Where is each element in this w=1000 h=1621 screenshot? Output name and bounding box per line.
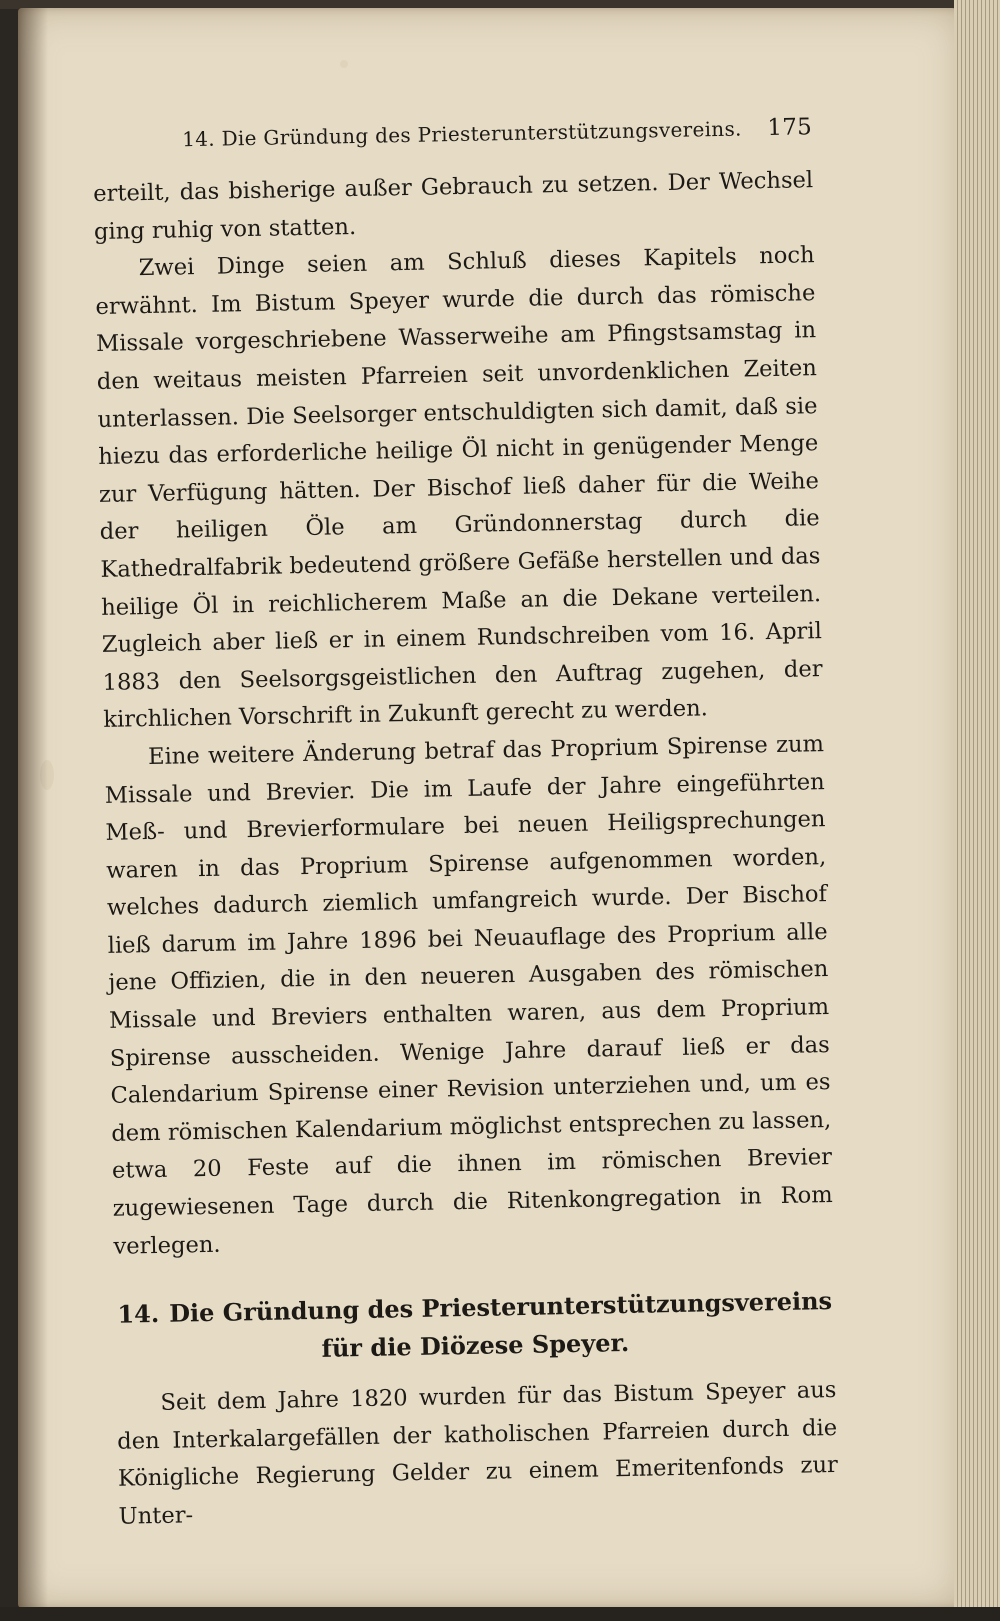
paragraph-continuation: erteilt, das bisherige außer Gebrauch zu setzen. Der Wechsel ging ruhig von statten. [93,167,814,245]
page-number: 175 [767,114,813,142]
section-number: 14. [117,1299,160,1329]
section-body [116,1372,839,1536]
running-head-title: 14. Die Gründung des Priesterunterstützungsvereins. [182,116,742,152]
scanner-bottom-edge [0,1607,1000,1621]
section-title: Die Gründung des Priesterunterstützungsvereins [168,1286,833,1328]
paper-spot [40,760,54,790]
section-heading-line-2: für die Diözese Speyer. [321,1328,630,1364]
stacked-page-edges [954,0,1000,1621]
paragraph: Eine weitere Änderung betraf das Proprium Spirense zum Missale und Brevier. Die im Laufe der Jahre eingeführten Meß- und Brevierformulare bei neuen Heiligsprechungen waren in das Proprium Spirense aufgenommen worden, welches dadurch ziemlich umfangreich wurde. Der Bischof ließ darum im Jahre 1896 bei Neuauflage des Proprium alle jene Offizien, die in den neueren Ausgaben des römischen Missale und Breviers enthalten waren, aus dem Proprium Spirense ausscheiden. Wenige Jahre darauf ließ er das Calendarium Spirense einer Revision unterziehen und, um es dem römischen Kalendarium möglichst entsprechen zu lassen, etwa 20 Feste auf die ihnen im römischen Brevier zugewiesenen Tage durch die Ritenkongregation in Rom verlegen. [104,730,833,1260]
page-content [92,114,839,1536]
paragraph: Seit dem Jahre 1820 wurden für das Bistum Speyer aus den Interkalargefällen der katholischen Pfarreien durch die Königliche Regierung Gelder zu einem Emeritenfonds zur Unter- [116,1377,839,1530]
body-text [93,162,834,1266]
paragraph: Zwei Dinge seien am Schluß dieses Kapitels noch erwähnt. Im Bistum Speyer wurde die durch das römische Missale vorgeschriebene Wasserweihe am Pfingstsamstag in den weitaus meisten Pfarreien seit unvordenklichen Zeiten unterlassen. Die Seelsorger entschuldigten sich damit, daß sie hiezu das erforderliche heilige Öl nicht in genügender Menge zur Verfügung hätten. Der Bischof ließ daher für die Weihe der heiligen Öle am Gründonnerstag durch die Kathedralfabrik bedeutend größere Gefäße herstellen und das heilige Öl in reichlicherem Maße an die Dekane verteilen. Zugleich aber ließ er in einem Rundschreiben vom 16. April 1883 den Seelsorgsgeistlichen den Auftrag zugehen, der kirchlichen Vorschrift in Zukunft gerecht zu werden. [95,242,823,734]
section-heading [114,1282,835,1372]
paper-spot [340,60,348,68]
binding-gutter-shadow [18,8,48,1608]
